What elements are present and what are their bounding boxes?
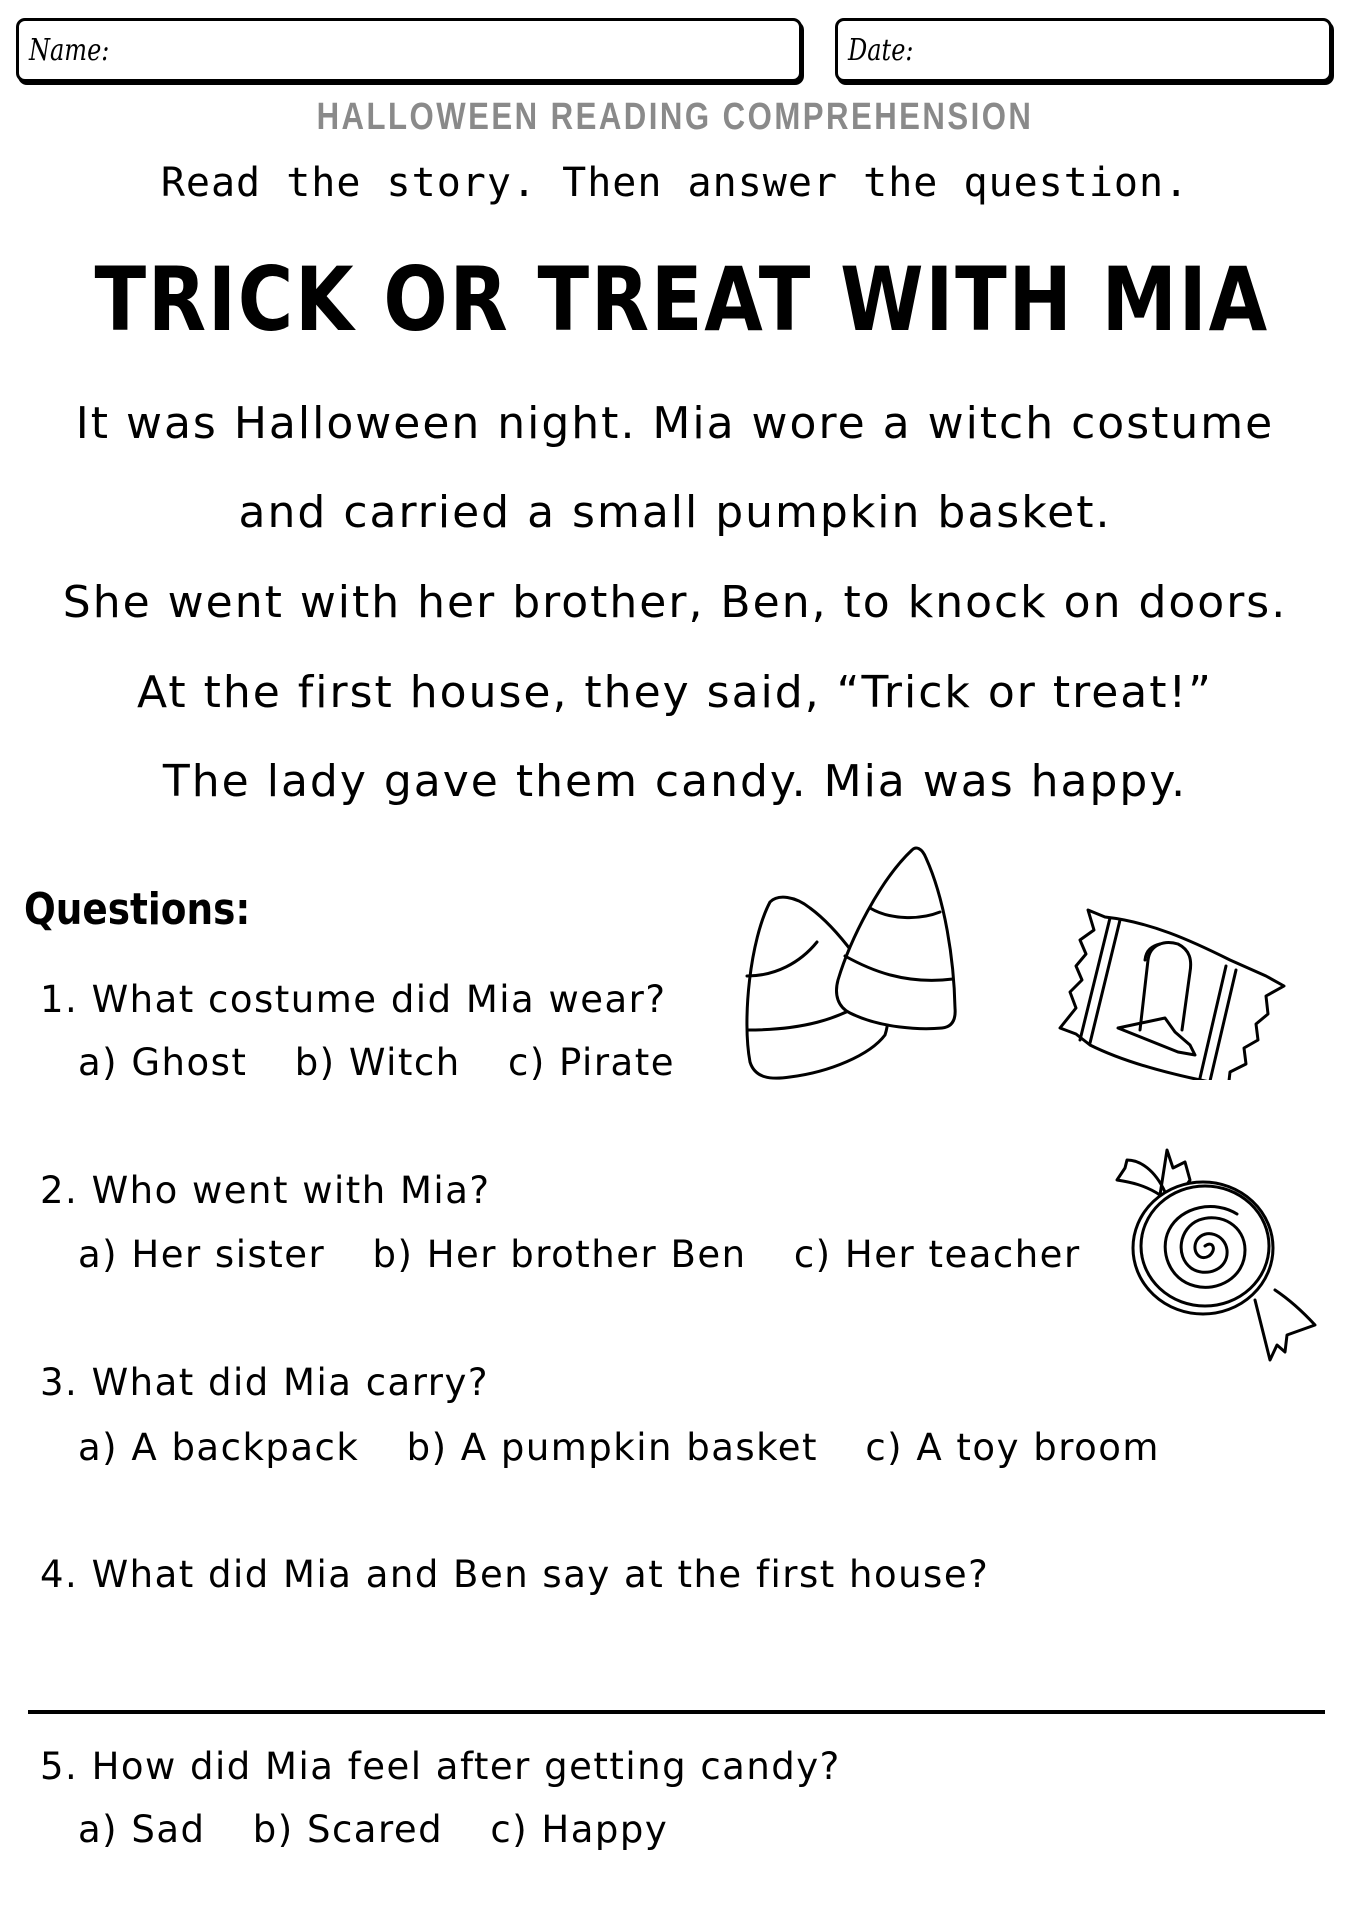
story-line: She went with her brother, Ben, to knock on doors. <box>62 577 1288 628</box>
option-a[interactable]: a) Sad <box>78 1808 206 1851</box>
worksheet-header: HALLOWEEN READING COMPREHENSION <box>316 96 1034 138</box>
option-b[interactable]: b) A pumpkin basket <box>406 1426 819 1469</box>
option-c[interactable]: c) Her teacher <box>793 1233 1081 1276</box>
name-label: Name: <box>29 33 110 68</box>
question-1-options <box>78 1041 709 1084</box>
date-field[interactable] <box>835 18 1332 82</box>
wrapped-candy-icon <box>1000 900 1300 1080</box>
instruction-text: Read the story. Then answer the question. <box>160 160 1190 206</box>
option-c[interactable]: c) Happy <box>490 1808 669 1851</box>
story-line: and carried a small pumpkin basket. <box>238 487 1112 538</box>
question-5: 5. How did Mia feel after getting candy? <box>40 1745 841 1788</box>
option-c[interactable]: c) A toy broom <box>865 1426 1160 1469</box>
questions-heading: Questions: <box>24 884 251 935</box>
question-3: 3. What did Mia carry? <box>40 1361 490 1404</box>
option-b[interactable]: b) Scared <box>252 1808 444 1851</box>
date-label: Date: <box>848 33 914 68</box>
story-line: The lady gave them candy. Mia was happy. <box>162 756 1188 807</box>
question-5-options <box>78 1808 702 1851</box>
question-2: 2. Who went with Mia? <box>40 1169 491 1212</box>
answer-line[interactable] <box>28 1710 1325 1714</box>
question-4: 4. What did Mia and Ben say at the first house? <box>40 1553 990 1596</box>
question-1: 1. What costume did Mia wear? <box>40 978 667 1021</box>
story-title: TRICK OR TREAT WITH MIA <box>94 248 1269 351</box>
option-b[interactable]: b) Her brother Ben <box>372 1233 747 1276</box>
option-a[interactable]: a) A backpack <box>78 1426 360 1469</box>
story-line: It was Halloween night. Mia wore a witch costume <box>75 398 1275 449</box>
option-a[interactable]: a) Her sister <box>78 1233 326 1276</box>
name-field[interactable] <box>16 18 802 82</box>
story-line: At the first house, they said, “Trick or treat!” <box>137 667 1213 718</box>
swirl-candy-icon <box>1105 1140 1330 1375</box>
question-3-options <box>78 1426 1194 1469</box>
option-b[interactable]: b) Witch <box>294 1041 461 1084</box>
option-a[interactable]: a) Ghost <box>78 1041 248 1084</box>
option-c[interactable]: c) Pirate <box>508 1041 675 1084</box>
question-2-options <box>78 1233 1115 1276</box>
candy-corn-icon <box>730 830 1000 1090</box>
